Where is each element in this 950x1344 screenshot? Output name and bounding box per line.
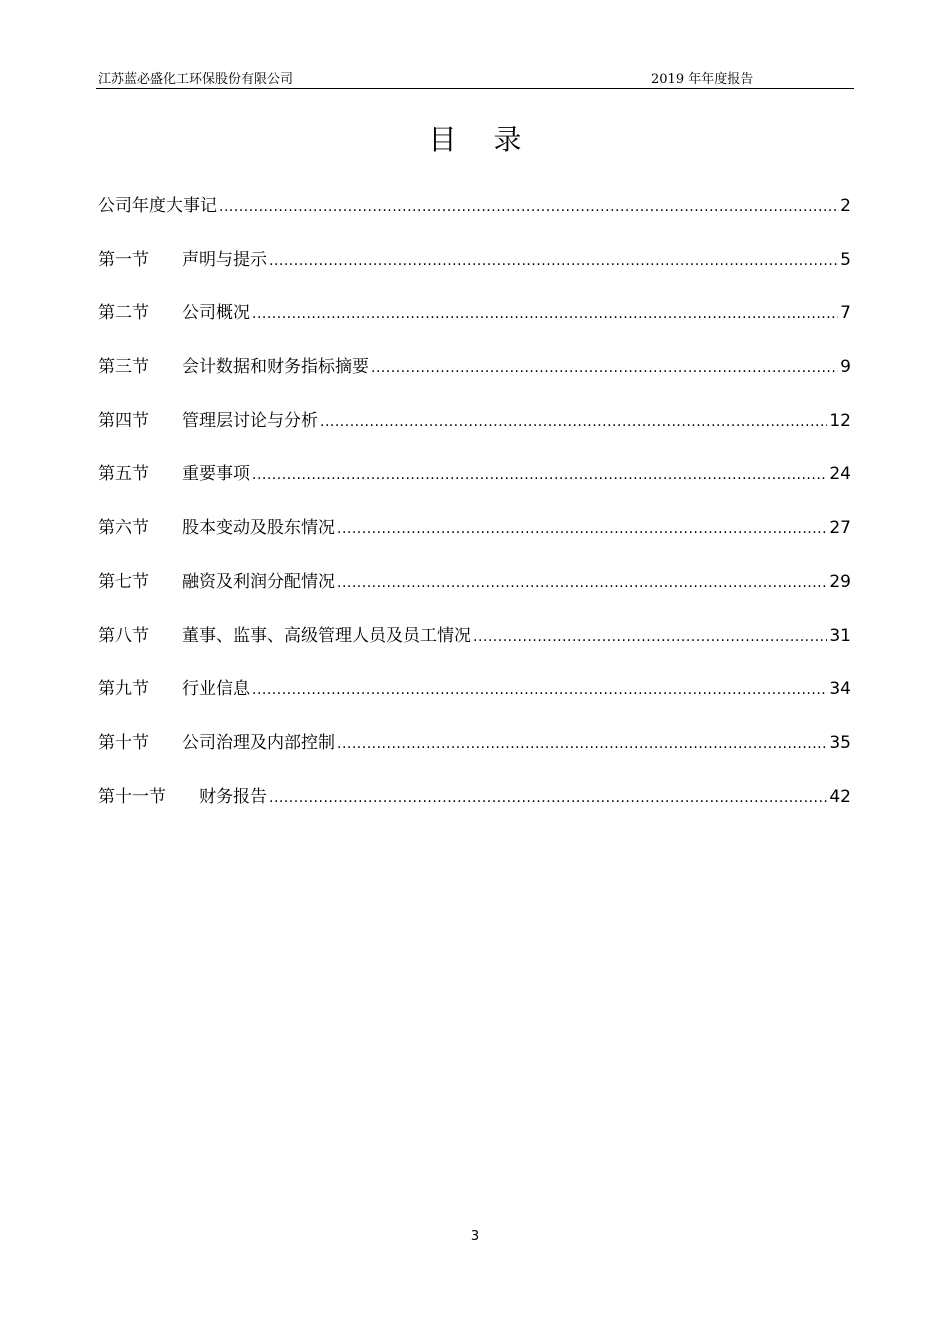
report-title: 2019 年年度报告: [651, 72, 754, 87]
toc-item-section-4[interactable]: [98, 407, 851, 461]
toc-name: 财务报告: [199, 786, 267, 807]
toc-leader: [473, 623, 827, 651]
toc-page: 29: [829, 571, 851, 592]
toc-name: 股本变动及股东情况: [182, 518, 335, 539]
toc-item-section-8[interactable]: [98, 622, 851, 676]
toc-name: 公司年度大事记: [98, 196, 217, 216]
toc-name: 董事、监事、高级管理人员及员工情况: [182, 625, 471, 646]
toc-leader: [252, 676, 827, 704]
toc-page: 7: [840, 303, 851, 324]
toc-page: 35: [829, 732, 851, 753]
toc-name: 管理层讨论与分析: [182, 410, 318, 431]
toc-name: 声明与提示: [182, 249, 267, 270]
toc-page: 5: [840, 249, 851, 270]
toc-section: 第四节: [98, 410, 149, 431]
toc-leader: [320, 408, 827, 436]
toc-page: 34: [829, 679, 851, 700]
toc-item-section-11[interactable]: [98, 783, 851, 837]
toc-item-section-6[interactable]: [98, 514, 851, 568]
toc-name: 公司概况: [182, 303, 250, 324]
toc-section: 第六节: [98, 518, 149, 539]
toc-section: 第二节: [98, 303, 149, 324]
toc-page: 42: [829, 786, 851, 807]
toc-item-events[interactable]: [98, 192, 851, 246]
toc-section: 第三节: [98, 357, 149, 378]
toc-name: 行业信息: [182, 679, 250, 700]
toc-item-section-10[interactable]: [98, 729, 851, 783]
toc-leader: [252, 300, 838, 328]
toc-page: 2: [840, 196, 851, 216]
toc-item-section-9[interactable]: [98, 675, 851, 729]
page-header: [96, 66, 854, 89]
toc-leader: [371, 354, 838, 382]
toc-page: 27: [829, 518, 851, 539]
page-number: 3: [470, 1229, 480, 1244]
toc-leader: [269, 784, 827, 812]
toc-page: 24: [829, 464, 851, 485]
toc-section: 第八节: [98, 625, 149, 646]
toc-leader: [252, 461, 827, 489]
toc-item-section-2[interactable]: [98, 299, 851, 353]
toc-name: 融资及利润分配情况: [182, 571, 335, 592]
toc-page: 9: [840, 357, 851, 378]
toc-leader: [337, 515, 827, 543]
toc-item-section-7[interactable]: [98, 568, 851, 622]
toc-section: 第十一节: [98, 786, 166, 807]
toc-name: 公司治理及内部控制: [182, 732, 335, 753]
company-name: 江苏蓝必盛化工环保股份有限公司: [98, 72, 294, 87]
toc-title: 目 录: [428, 123, 536, 156]
toc-leader: [337, 730, 827, 758]
toc-page: 31: [829, 625, 851, 646]
toc-name: 重要事项: [182, 464, 250, 485]
toc-leader: [269, 247, 838, 275]
toc-item-section-1[interactable]: [98, 246, 851, 300]
toc-section: 第七节: [98, 571, 149, 592]
toc-item-section-5[interactable]: [98, 460, 851, 514]
toc-leader: [337, 569, 827, 597]
toc-name: 会计数据和财务指标摘要: [182, 357, 369, 378]
toc-section: 第十节: [98, 732, 149, 753]
toc-section: 第五节: [98, 464, 149, 485]
toc-page: 12: [829, 410, 851, 431]
toc-item-section-3[interactable]: [98, 353, 851, 407]
toc-leader: [219, 193, 838, 221]
toc-section: 第一节: [98, 249, 149, 270]
table-of-contents: [98, 192, 851, 836]
toc-section: 第九节: [98, 679, 149, 700]
